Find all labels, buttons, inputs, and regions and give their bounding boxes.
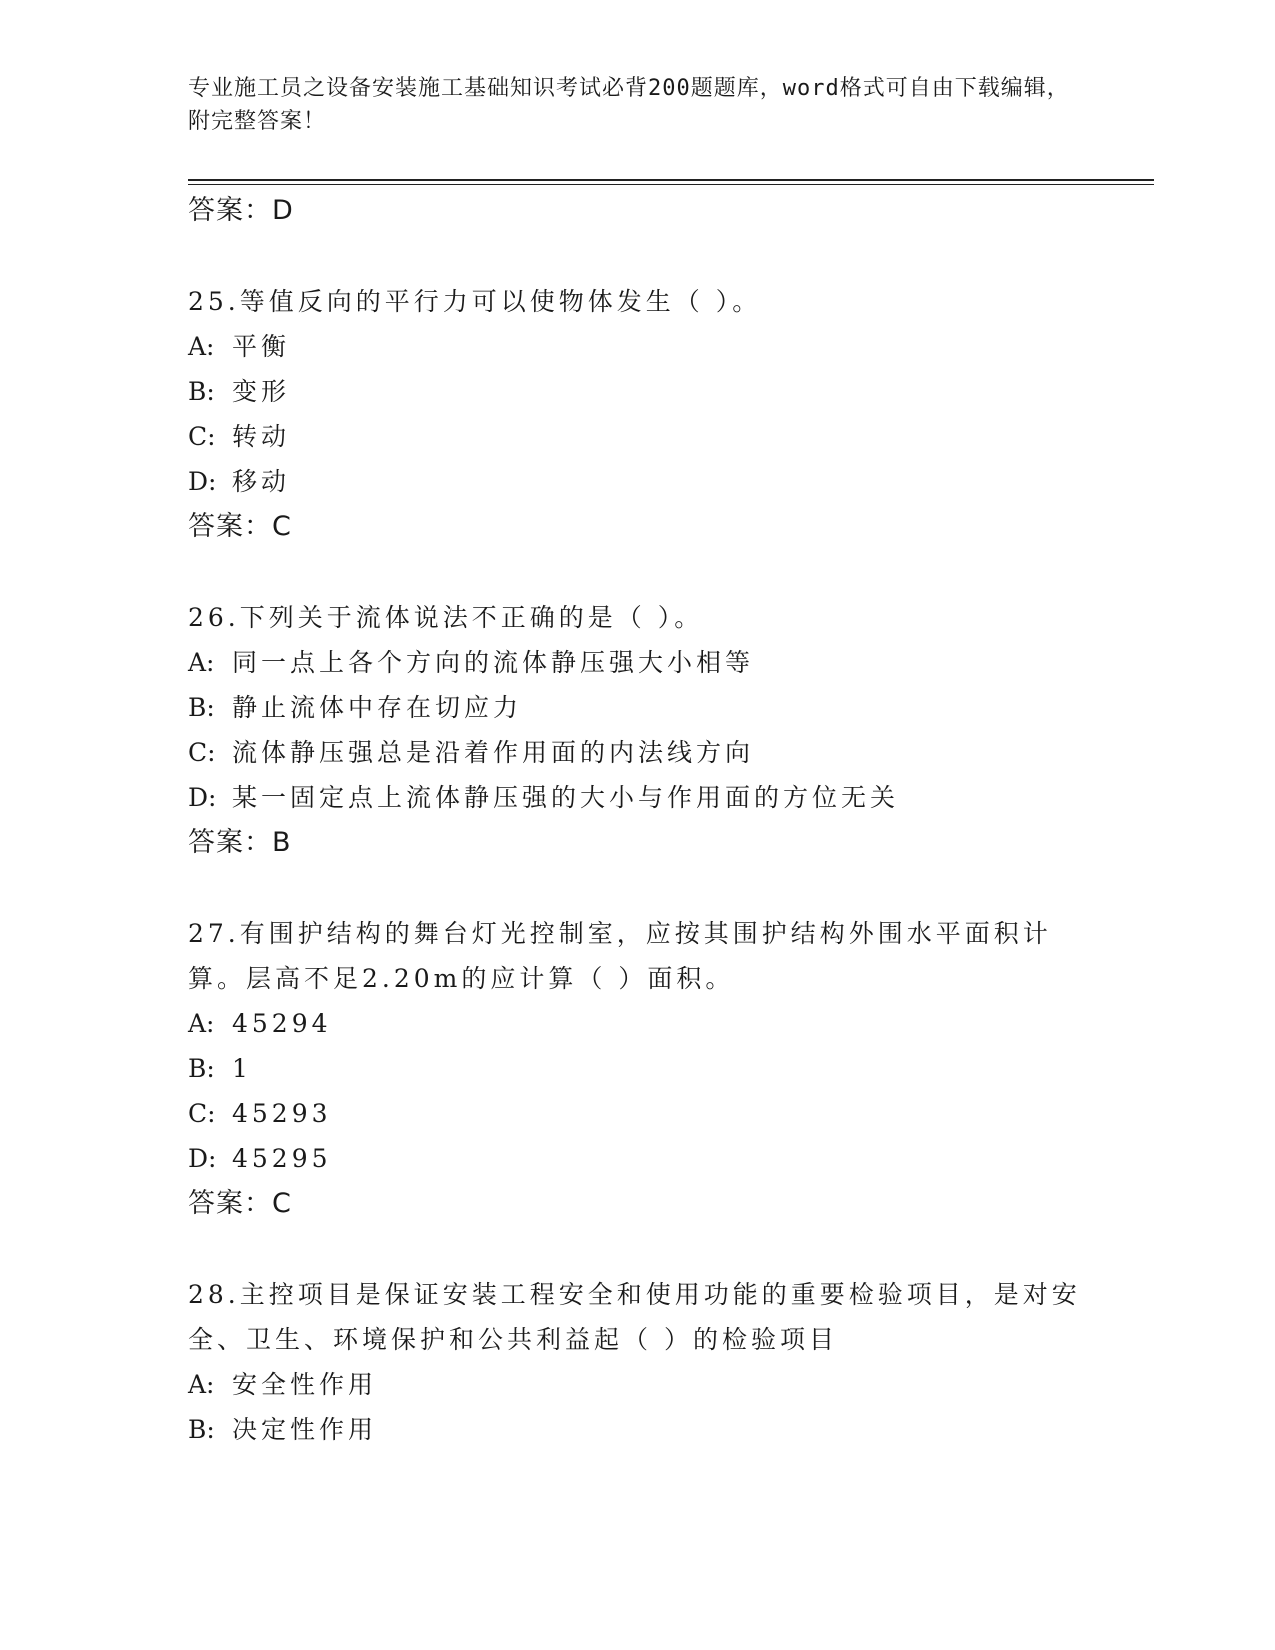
- question-text: 27.有围护结构的舞台灯光控制室，应按其围护结构外围水平面积计算。层高不足2.20m的应计算（ ）面积。: [188, 919, 1052, 993]
- option-text: 1: [232, 1054, 252, 1083]
- option-label: C:: [188, 422, 216, 451]
- option-text: 同一点上各个方向的流体静压强大小相等: [232, 648, 755, 677]
- option-label: A:: [188, 1370, 215, 1399]
- option-text: 某一固定点上流体静压强的大小与作用面的方位无关: [232, 783, 900, 812]
- option-d: [188, 459, 1088, 504]
- question-list: [188, 188, 1088, 1452]
- question-text: 26.下列关于流体说法不正确的是（ ）。: [188, 603, 704, 632]
- answer-line: 答案：B: [188, 827, 292, 858]
- option-a: [188, 324, 1088, 369]
- option-label: A:: [188, 648, 215, 677]
- option-text: 变形: [232, 377, 291, 406]
- option-text: 安全性作用: [232, 1370, 378, 1399]
- option-text: 45293: [232, 1099, 332, 1128]
- option-text: 决定性作用: [232, 1415, 378, 1444]
- option-c: [188, 730, 1088, 775]
- option-b: [188, 685, 1088, 730]
- option-a: [188, 1001, 1088, 1046]
- option-text: 流体静压强总是沿着作用面的内法线方向: [232, 738, 755, 767]
- option-a: [188, 640, 1088, 685]
- question-block: [188, 279, 1088, 549]
- option-text: 45294: [232, 1009, 332, 1038]
- option-label: D:: [188, 1144, 217, 1173]
- option-text: 转动: [232, 422, 291, 451]
- option-label: B:: [188, 693, 215, 722]
- option-label: D:: [188, 467, 217, 496]
- option-text: 平衡: [232, 332, 291, 361]
- option-a: [188, 1362, 1088, 1407]
- answer-line: 答案：C: [188, 1188, 292, 1219]
- option-label: B:: [188, 377, 215, 406]
- answer-line: 答案：D: [188, 195, 294, 226]
- question-block: [188, 595, 1088, 865]
- question-text: 25.等值反向的平行力可以使物体发生（ ）。: [188, 287, 762, 316]
- header-divider-thick: [188, 179, 1154, 181]
- question-text: 28.主控项目是保证安装工程安全和使用功能的重要检验项目，是对安全、卫生、环境保护和公共利益起（ ）的检验项目: [188, 1280, 1081, 1354]
- question-block: [188, 1272, 1088, 1452]
- option-d: [188, 775, 1088, 820]
- option-label: C:: [188, 1099, 216, 1128]
- header-divider-thin: [188, 184, 1154, 185]
- option-c: [188, 414, 1088, 459]
- option-d: [188, 1136, 1088, 1181]
- option-text: 45295: [232, 1144, 332, 1173]
- option-label: A:: [188, 1009, 215, 1038]
- option-label: A:: [188, 332, 215, 361]
- option-label: D:: [188, 783, 217, 812]
- option-text: 静止流体中存在切应力: [232, 693, 523, 722]
- question-block: [188, 911, 1088, 1226]
- option-label: C:: [188, 738, 216, 767]
- option-b: [188, 369, 1088, 414]
- document-header: 专业施工员之设备安装施工基础知识考试必背200题题库，word格式可自由下载编辑，附完整答案！: [188, 76, 1070, 134]
- option-b: [188, 1407, 1088, 1452]
- option-label: B:: [188, 1415, 215, 1444]
- answer-line: 答案：C: [188, 511, 292, 542]
- option-c: [188, 1091, 1088, 1136]
- option-label: B:: [188, 1054, 215, 1083]
- option-text: 移动: [232, 467, 291, 496]
- option-b: [188, 1046, 1088, 1091]
